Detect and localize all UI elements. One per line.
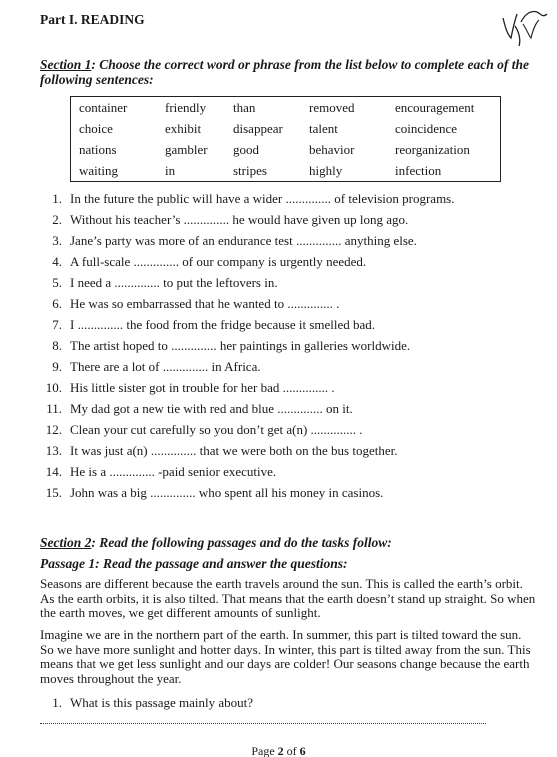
word-list-cell: infection xyxy=(395,162,442,178)
word-list-row xyxy=(71,139,500,160)
question-item xyxy=(40,401,540,422)
word-list-row xyxy=(71,97,500,118)
footer-prefix: Page xyxy=(251,744,278,757)
word-list-cell: behavior xyxy=(309,141,355,157)
word-list-cell: good xyxy=(233,141,259,157)
question-item xyxy=(40,422,540,443)
section1-label: Section 1 xyxy=(40,57,92,72)
word-list-cell: container xyxy=(79,99,128,115)
word-list-cell: talent xyxy=(309,120,338,136)
word-list-cell: removed xyxy=(309,99,355,115)
word-list-cell: encouragement xyxy=(395,99,475,115)
question-number: 9. xyxy=(52,359,62,374)
question-number: 3. xyxy=(52,233,62,248)
question-number: 14. xyxy=(45,464,62,479)
question-number: 1. xyxy=(52,191,62,206)
handwritten-signature xyxy=(497,4,549,48)
question-text: Jane’s party was more of an endurance test .............. anything else. xyxy=(70,233,417,248)
word-list-cell: waiting xyxy=(79,162,118,178)
word-list-cell: gambler xyxy=(165,141,208,157)
word-list-cell: highly xyxy=(309,162,343,178)
word-list-cell: disappear xyxy=(233,120,283,136)
footer-middle: of xyxy=(283,744,300,757)
word-list-cell: than xyxy=(233,99,256,115)
question-text: He was so embarrassed that he wanted to .............. . xyxy=(70,296,340,311)
word-list-cell: choice xyxy=(79,120,113,136)
word-list-row xyxy=(71,118,500,139)
question-number: 7. xyxy=(52,317,62,332)
section1-instruction: : Choose the correct word or phrase from the list below to complete each of the following sentences: xyxy=(40,57,529,87)
question-item xyxy=(40,485,540,506)
word-list-cell: coincidence xyxy=(395,120,458,136)
question-item xyxy=(40,275,540,296)
question-text: It was just a(n) .............. that we were both on the bus together. xyxy=(70,443,398,458)
question-number: 1. xyxy=(52,695,62,710)
passage1-paragraph-1: Seasons are different because the earth travels around the sun. This is called the earth’s orbit. As the earth orbits, it is also tilted. That means that the earth doesn’t stand up straight. So when the earth moves, we get different amounts of sunlight. xyxy=(40,576,536,620)
question-item xyxy=(40,317,540,338)
question-number: 13. xyxy=(45,443,62,458)
question-text: His little sister got in trouble for her bad .............. . xyxy=(70,380,335,395)
section2-instruction: : Read the following passages and do the tasks follow: xyxy=(91,535,392,550)
question-item xyxy=(40,212,540,233)
word-list-cell: exhibit xyxy=(165,120,202,136)
question-text: A full-scale .............. of our company is urgently needed. xyxy=(70,254,367,269)
passage1-question-1 xyxy=(40,695,253,711)
question-text: In the future the public will have a wider .............. of television programs. xyxy=(70,191,455,206)
word-list-cell: nations xyxy=(79,141,117,157)
answer-line[interactable] xyxy=(40,722,486,724)
question-text: Without his teacher’s .............. he would have given up long ago. xyxy=(70,212,409,227)
question-item xyxy=(40,359,540,380)
section2-label: Section 2 xyxy=(40,535,92,550)
word-list-box xyxy=(70,96,501,182)
question-item xyxy=(40,380,540,401)
question-text: John was a big .............. who spent all his money in casinos. xyxy=(70,485,384,500)
question-number: 10. xyxy=(45,380,62,395)
question-item xyxy=(40,233,540,254)
question-text: The artist hoped to .............. her paintings in galleries worldwide. xyxy=(70,338,411,353)
passage1-paragraph-2: Imagine we are in the northern part of the earth. In summer, this part is tilted toward the sun. So we have more sunlight and hotter days. In winter, this part is tilted away from the sun. This means that we get less sunlight and our days are colder! Our seasons change because the earth moves throughout the year. xyxy=(40,627,531,686)
question-item xyxy=(40,191,540,212)
question-text: He is a .............. -paid senior executive. xyxy=(70,464,277,479)
word-list-row xyxy=(71,160,500,181)
question-item xyxy=(40,338,540,359)
question-text: I need a .............. to put the leftovers in. xyxy=(70,275,278,290)
question-text: There are a lot of .............. in Africa. xyxy=(70,359,261,374)
question-text: My dad got a new tie with red and blue .............. on it. xyxy=(70,401,353,416)
word-list-table xyxy=(71,97,500,181)
question-number: 11. xyxy=(46,401,62,416)
question-number: 12. xyxy=(45,422,62,437)
section1-question-list xyxy=(40,191,540,506)
question-number: 8. xyxy=(52,338,62,353)
footer-current-page: 2 xyxy=(277,744,284,757)
section1-heading xyxy=(40,57,540,87)
footer-total-pages: 6 xyxy=(299,744,306,757)
section2-heading xyxy=(40,535,540,550)
question-item xyxy=(40,443,540,464)
page-footer xyxy=(0,744,557,757)
question-text: I .............. the food from the fridge because it smelled bad. xyxy=(70,317,376,332)
question-number: 15. xyxy=(45,485,62,500)
part-title: Part I. READING xyxy=(40,12,145,27)
question-item xyxy=(40,296,540,317)
passage1-heading: Passage 1: Read the passage and answer the questions: xyxy=(40,556,348,571)
question-number: 5. xyxy=(52,275,62,290)
word-list-cell: stripes xyxy=(233,162,267,178)
word-list-cell: friendly xyxy=(165,99,207,115)
question-number: 6. xyxy=(52,296,62,311)
question-number: 4. xyxy=(52,254,62,269)
question-text: What is this passage mainly about? xyxy=(70,695,254,710)
question-item xyxy=(40,254,540,275)
word-list-cell: reorganization xyxy=(395,141,470,157)
question-text: Clean your cut carefully so you don’t get a(n) .............. . xyxy=(70,422,363,437)
question-item xyxy=(40,464,540,485)
question-number: 2. xyxy=(52,212,62,227)
word-list-cell: in xyxy=(165,162,176,178)
